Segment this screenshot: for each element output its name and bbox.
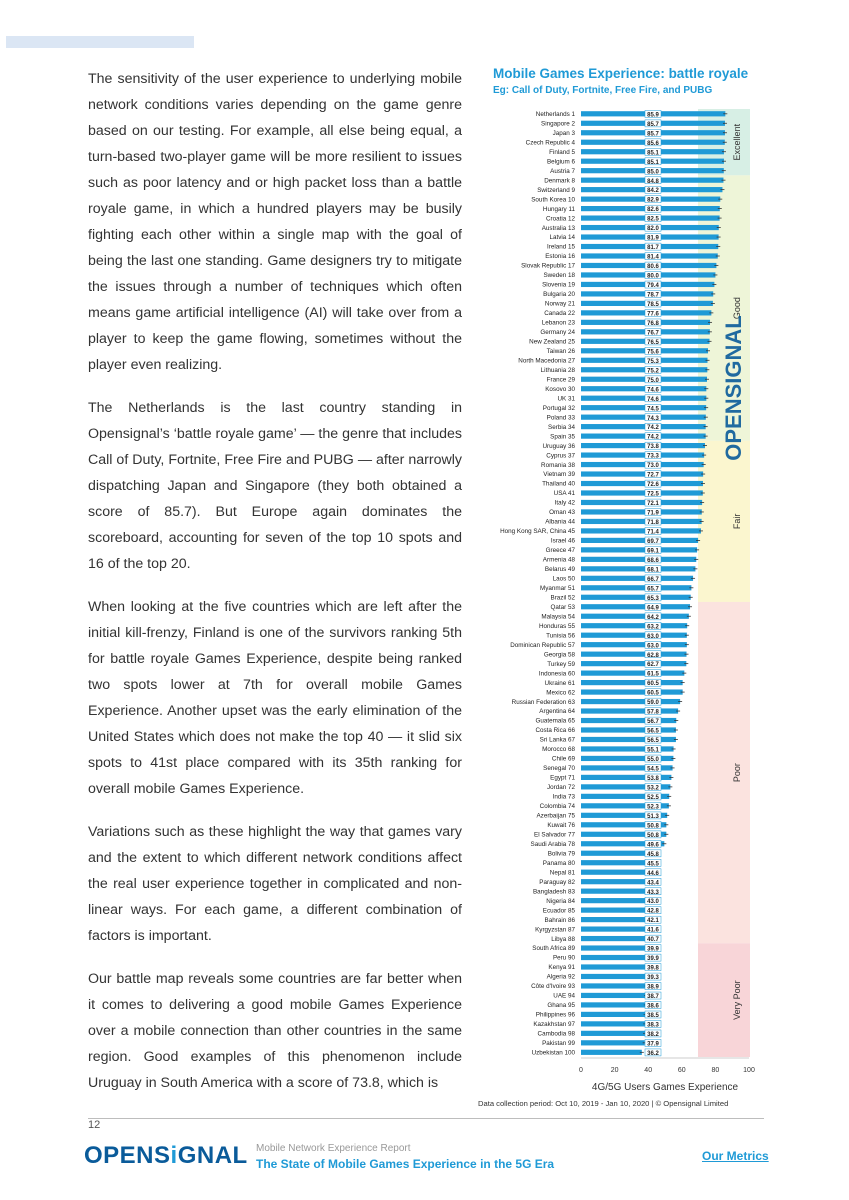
value-label: 74.2 [647,434,659,441]
value-label: 82.6 [647,207,659,214]
category-label: Mexico 62 [546,689,575,697]
value-label: 66.7 [647,576,659,583]
category-label: UK 31 [557,395,575,403]
paragraph: The Netherlands is the last country standing in Opensignal’s ‘battle royale game’ — the genre that includes Call of Duty, Fortnite, Free Fire and PUBG — after narrowly dispatching Japan and Singapore (they both obtained a score of 85.7). But Europe again dominates the scoreboard, accounting for seven of the top 10 spots and 16 of the top 20. [88,400,462,572]
value-label: 40.7 [647,937,659,944]
chart-footnote: Data collection period: Oct 10, 2019 - Jan 10, 2020 | © Opensignal Limited [478,1099,729,1108]
footer-divider [88,1118,764,1119]
value-label: 55.1 [647,747,659,754]
value-label: 60.5 [647,681,659,688]
category-label: Cambodia 98 [537,1030,575,1038]
category-label: Japan 3 [552,129,575,137]
bar [581,642,687,650]
category-label: Kenya 91 [548,964,575,972]
value-label: 75.0 [647,377,659,384]
category-label: Saudi Arabia 78 [530,840,575,848]
value-label: 43.0 [647,899,659,906]
category-label: Argentina 64 [539,708,575,716]
category-label: Croatia 12 [545,215,575,223]
category-label: Senegal 70 [543,765,575,773]
category-label: Pakistan 99 [542,1040,575,1048]
category-label: South Korea 10 [531,196,575,204]
category-label: Qatar 53 [550,603,575,611]
value-label: 63.2 [647,624,659,631]
category-label: Kuwait 76 [547,822,575,829]
bar [581,604,690,612]
value-label: 75.2 [647,368,659,375]
category-label: Serbia 34 [548,423,575,431]
category-label: Belarus 49 [544,566,575,574]
report-title: The State of Mobile Games Experience in the 5G Era [256,1157,555,1171]
value-label: 60.5 [647,690,659,697]
value-label: 38.5 [647,1013,659,1019]
category-label: Libya 88 [551,935,575,943]
category-label: Jordan 72 [546,784,575,792]
category-label: Philippines 96 [535,1011,575,1019]
value-label: 52.3 [647,804,659,811]
category-label: Bolivia 79 [547,850,575,858]
category-label: Poland 33 [546,414,575,422]
value-label: 49.6 [647,842,659,849]
value-label: 59.0 [647,700,659,707]
value-label: 50.8 [647,832,659,839]
value-label: 55.0 [647,757,659,764]
category-label: Estonia 16 [545,253,575,261]
category-label: Russian Federation 63 [511,698,575,706]
category-label: France 29 [546,376,575,384]
bar [581,1050,642,1055]
bar [581,424,706,432]
bar [581,1031,645,1036]
opensignal-logo [84,1142,248,1170]
category-label: Uruguay 36 [542,442,575,450]
value-label: 51.3 [647,813,659,820]
category-label: Spain 35 [550,433,575,441]
value-label: 78.5 [647,302,659,308]
value-label: 62.7 [647,662,659,669]
value-label: 73.0 [647,463,659,470]
x-tick-label: 60 [677,1067,686,1074]
bar [581,557,696,562]
value-label: 69.1 [647,548,659,555]
value-label: 82.9 [647,197,659,204]
category-label: Hungary 11 [542,205,575,213]
category-label: Morocco 68 [542,746,575,754]
value-label: 38.7 [647,994,659,1001]
category-label: Ghana 95 [547,1002,575,1010]
category-label: Bangladesh 83 [532,888,575,896]
value-label: 85.7 [647,121,659,128]
value-label: 85.1 [647,150,659,157]
category-label: Panama 80 [542,859,575,867]
category-label: Singapore 2 [541,120,575,128]
value-label: 38.9 [647,984,659,991]
x-tick-label: 40 [644,1067,653,1074]
bar [581,452,704,457]
value-label: 36.2 [647,1050,659,1057]
category-label: Canada 22 [544,310,575,318]
bar [581,481,703,489]
category-label: Slovak Republic 17 [521,262,575,270]
value-label: 56.5 [647,738,659,745]
category-label: India 73 [552,793,575,801]
value-label: 74.6 [647,387,659,394]
value-label: 72.7 [647,472,659,479]
band-very-poor [698,943,750,1057]
paragraph: When looking at the five countries which are left after the initial kill-frenzy, Finland is one of the survivors ranking 5th for battle royale Games Experience, despite being ranked two spots lower at 7th for overall mobile Games Experience. Another upset was the early elimination of the United States which does not make the top 40 — it slid six spots to 41st place compared with its 35th ranking for overall mobile Games Experience. [88,599,462,797]
value-label: 43.3 [647,889,659,896]
x-tick-label: 20 [610,1067,619,1074]
category-label: Algeria 92 [546,973,575,981]
value-label: 64.9 [647,605,659,612]
category-label: Sri Lanka 67 [539,736,575,744]
bar [581,585,691,593]
category-label: New Zealand 25 [529,338,575,346]
value-label: 71.9 [647,510,659,517]
bar [581,471,703,476]
our-metrics-link[interactable]: Our Metrics [702,1149,769,1163]
bar [581,538,698,543]
category-label: Azerbaijan 75 [536,812,575,820]
value-label: 63.0 [647,643,659,650]
value-label: 74.5 [647,406,659,413]
value-label: 38.6 [647,1003,659,1010]
value-label: 85.6 [647,140,659,147]
value-label: 82.5 [647,216,659,223]
value-label: 74.3 [647,415,659,422]
category-label: Brazil 52 [550,594,575,602]
category-label: Malaysia 54 [541,613,575,621]
band-label: Poor [732,763,742,783]
value-label: 84.2 [647,188,659,195]
category-label: Bahrain 86 [544,916,575,924]
bar [581,386,706,394]
value-label: 72.6 [647,482,659,489]
bar [581,955,648,960]
value-label: 78.7 [647,292,659,299]
category-label: El Salvador 77 [534,831,575,839]
bar [581,945,648,950]
logo-text-start: OPENS [84,1142,171,1169]
bar [581,870,656,875]
bar [581,737,676,745]
value-label: 72.5 [647,491,659,498]
value-label: 43.4 [647,880,659,887]
value-label: 56.7 [647,719,659,726]
bar [581,595,691,600]
bar [581,1040,645,1045]
bar [581,718,676,726]
watermark: OPENSIGNAL [721,315,746,461]
bar [581,974,647,979]
bar [581,633,687,638]
category-label: Germany 24 [540,329,575,337]
category-label: Uzbekistan 100 [531,1049,575,1057]
category-label: Slovenia 19 [542,281,575,289]
bar [581,367,707,375]
category-label: Bulgaria 20 [543,291,575,299]
category-label: North Macedonia 27 [518,357,575,365]
value-label: 45.8 [647,851,659,858]
bar [581,358,708,363]
bar [581,879,654,884]
value-label: 65.7 [647,586,659,593]
band-label: Good [732,297,742,320]
value-label: 80.6 [647,264,659,271]
value-label: 63.0 [647,633,659,640]
category-label: Netherlands 1 [535,111,575,118]
value-label: 74.6 [647,396,659,403]
x-tick-label: 80 [711,1067,720,1074]
category-label: Lithuania 28 [540,366,575,374]
paragraph: Our battle map reveals some countries are far better when it comes to delivering a good mobile Games Experience over a mobile connection than other countries in the same region. Good examples of this phenomenon include Uruguay in South America with a score of 73.8, which is [88,971,462,1091]
value-label: 69.7 [647,539,659,545]
category-label: South Africa 89 [532,945,575,953]
value-label: 75.3 [647,358,659,365]
category-label: Australia 13 [541,224,575,232]
category-label: Côte d'Ivoire 93 [531,983,575,991]
value-label: 79.4 [647,283,659,290]
category-label: Georgia 58 [543,651,575,659]
value-label: 85.7 [647,131,659,138]
logo-signal-i: i [170,1142,178,1169]
category-label: Hong Kong SAR, China 45 [500,528,575,536]
value-label: 76.7 [647,330,659,337]
paragraph: The sensitivity of the user experience to underlying mobile network conditions varies depending on the game genre based on our testing. For example, all else being equal, a turn-based two-player game will be more resilient to issues such as poor latency and or high packet loss than a battle royale game, in which a hundred players may be busily fighting each other within a single map with the goal of being the last one standing. Game designers try to mitigate the issues through a number of techniques which often means game artificial intelligence (AI) will take over from a player to keep the game flowing, sometimes without the player even realizing. [88,71,462,373]
category-label: Switzerland 9 [537,186,575,194]
value-label: 39.9 [647,956,659,963]
value-label: 76.8 [647,320,659,327]
category-label: Latvia 14 [549,234,575,242]
value-label: 81.7 [647,245,659,252]
bar [581,671,684,676]
value-label: 39.8 [647,965,659,972]
value-label: 38.3 [647,1022,659,1029]
category-label: Czech Republic 4 [525,139,575,147]
bar [581,528,701,533]
value-label: 53.2 [647,785,659,792]
value-label: 85.9 [647,112,659,119]
value-label: 72.1 [647,501,659,508]
value-label: 85.1 [647,159,659,166]
category-label: Kyrgyzstan 87 [535,926,575,934]
category-label: Kazakhstan 97 [533,1021,575,1029]
bar [581,509,702,514]
value-label: 53.8 [647,776,659,782]
value-label: 42.8 [647,908,659,915]
category-label: Oman 43 [549,509,575,517]
value-label: 76.5 [647,339,659,346]
category-label: Denmark 8 [544,177,575,185]
category-label: Peru 90 [552,954,575,962]
category-label: Honduras 55 [538,622,575,630]
paragraph: Variations such as these highlight the way that games vary and the extent to which different network conditions affect the real user experience together in complicated and non-linear ways. For each game, a different combination of factors is important. [88,824,462,944]
value-label: 74.2 [647,425,659,432]
value-label: 57.8 [647,709,659,716]
category-label: Costa Rica 66 [535,727,575,735]
bar [581,519,702,527]
value-label: 41.6 [647,927,659,934]
value-label: 80.0 [647,273,659,280]
category-label: Ukraine 61 [544,679,575,687]
category-label: Turkey 59 [547,660,575,668]
category-label: Ireland 15 [546,243,575,251]
bar [581,462,704,470]
bar [581,936,649,941]
band-label: Very Poor [732,980,742,1020]
bar [581,898,653,903]
bar [581,661,686,669]
bar [581,993,646,998]
value-label: 73.3 [647,453,659,460]
value-label: 71.8 [647,520,659,527]
band-fair [698,441,750,602]
bar [581,889,654,894]
bar [581,652,687,657]
bar [581,917,652,922]
category-label: Nepal 81 [549,869,575,877]
bar [581,1012,646,1017]
category-label: Finland 5 [549,148,575,156]
x-axis-label: 4G/5G Users Games Experience [591,1082,739,1093]
category-label: Portugal 32 [542,404,575,412]
category-label: Nigeria 84 [546,897,575,905]
category-label: UAE 94 [553,992,575,1000]
bar [581,680,683,688]
band-label: Fair [732,513,742,530]
value-label: 42.1 [647,918,659,925]
bar [581,708,678,713]
bar [581,623,687,631]
category-label: Kosovo 30 [545,385,575,393]
bar [581,405,706,413]
category-label: Myanmar 51 [540,585,575,592]
x-tick-label: 100 [743,1067,755,1074]
category-label: Indonesia 60 [538,670,575,678]
value-label: 64.2 [647,614,659,621]
value-label: 68.1 [647,567,659,574]
category-label: Tunisia 56 [546,632,575,640]
value-label: 65.3 [647,595,659,602]
bar [581,415,706,420]
value-label: 38.2 [647,1031,659,1038]
bar [581,443,705,451]
value-label: 39.3 [647,975,659,982]
category-label: Cyprus 37 [546,452,575,460]
category-label: Egypt 71 [550,774,575,782]
category-label: Armenia 48 [542,556,575,564]
category-label: Colombia 74 [539,803,575,811]
category-label: Dominican Republic 57 [510,641,575,649]
x-tick-label: 0 [579,1067,583,1074]
value-label: 82.0 [647,226,659,233]
bar [581,434,706,439]
value-label: 50.8 [647,823,659,830]
bar [581,547,697,555]
value-label: 85.0 [647,169,659,176]
chart-title: Mobile Games Experience: battle royale [493,66,749,81]
category-label: Chile 69 [551,755,575,763]
value-label: 71.4 [647,529,659,536]
category-label: Italy 42 [554,499,575,507]
category-label: Lebanon 23 [541,319,575,327]
category-label: Albania 44 [545,518,575,526]
category-label: Ecuador 85 [542,907,575,915]
value-label: 52.5 [647,794,659,801]
value-label: 39.9 [647,946,659,953]
bar [581,983,646,988]
report-name: Mobile Network Experience Report [256,1143,411,1154]
category-label: Taiwan 26 [546,348,575,355]
value-label: 81.9 [647,235,659,242]
value-label: 77.6 [647,311,659,318]
logo-text-end: GNAL [177,1142,248,1169]
bar [581,490,703,495]
bar [581,1021,645,1026]
value-label: 56.5 [647,728,659,735]
category-label: Norway 21 [544,300,575,308]
bar [581,377,707,382]
bar [581,908,653,913]
category-label: Israel 46 [550,537,575,545]
bar [581,689,683,694]
category-label: Sweden 18 [543,272,575,280]
value-label: 73.8 [647,444,659,451]
category-label: Guatemala 65 [535,717,575,725]
value-label: 44.6 [647,870,659,877]
value-label: 81.4 [647,254,659,261]
bar [581,576,693,581]
value-label: 75.6 [647,349,659,356]
band-label: Excellent [732,123,742,161]
bar [581,727,676,732]
category-label: Romania 38 [541,461,575,469]
category-label: USA 41 [553,490,575,498]
bar [581,926,651,931]
category-label: Greece 47 [545,547,575,555]
bar [581,500,702,508]
value-label: 54.5 [647,766,659,773]
category-label: Laos 50 [552,575,575,583]
bar [581,566,695,574]
value-label: 45.5 [647,861,659,868]
category-label: Thailand 40 [542,480,575,488]
value-label: 37.9 [647,1041,659,1048]
page-number: 12 [88,1119,101,1131]
bar [581,396,706,401]
band-poor [698,602,750,943]
bar [581,699,680,707]
category-label: Belgium 6 [546,158,575,166]
value-label: 68.6 [647,557,659,564]
category-label: Vietnam 39 [543,471,575,479]
chart-subtitle: Eg: Call of Duty, Fortnite, Free Fire, and PUBG [493,85,713,96]
category-label: Paraguay 82 [539,878,575,886]
value-label: 61.5 [647,671,659,678]
bar [581,964,648,969]
category-label: Austria 7 [550,167,575,175]
bar [581,614,689,619]
value-label: 62.8 [647,652,659,659]
bar [581,1002,646,1007]
value-label: 84.8 [647,178,659,185]
bar [581,348,708,356]
